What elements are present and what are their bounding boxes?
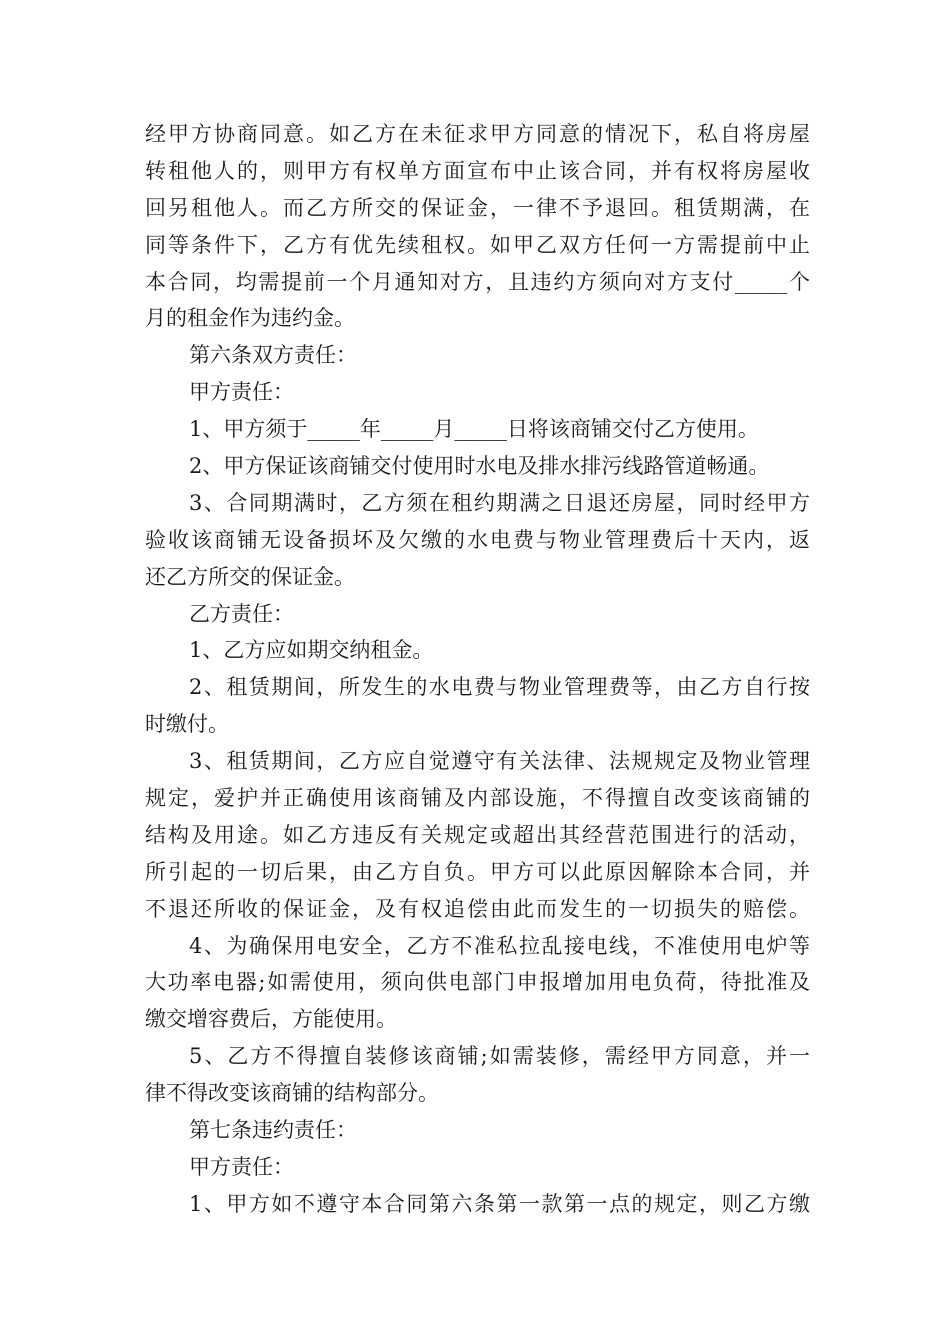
text-line: 所引起的一切后果，由乙方自负。甲方可以此原因解除本合同，并 — [145, 859, 810, 884]
text-line: 甲方责任： — [189, 380, 294, 405]
text-line: 1、甲方须于_____年_____月_____日将该商铺交付乙方使用。 — [189, 417, 759, 442]
text-line: 回另租他人。而乙方所交的保证金，一律不予退回。租赁期满，在 — [145, 195, 810, 220]
text-line: 乙方责任： — [189, 601, 294, 626]
text-line: 本合同，均需提前一个月通知对方，且违约方须向对方支付_____个 — [145, 269, 810, 294]
text-line: 甲方责任： — [189, 1154, 294, 1179]
text-line: 同等条件下，乙方有优先续租权。如甲乙双方任何一方需提前中止 — [145, 232, 810, 257]
text-line: 4、为确保用电安全，乙方不准私拉乱接电线，不准使用电炉等 — [189, 933, 810, 958]
text-line: 规定，爱护并正确使用该商铺及内部设施，不得擅自改变该商铺的 — [145, 786, 810, 811]
text-line: 1、甲方如不遵守本合同第六条第一款第一点的规定，则乙方缴 — [189, 1191, 810, 1216]
text-line: 律不得改变该商铺的结构部分。 — [145, 1081, 439, 1106]
text-line: 2、租赁期间，所发生的水电费与物业管理费等，由乙方自行按 — [189, 675, 810, 700]
text-line: 还乙方所交的保证金。 — [145, 564, 355, 589]
text-line: 月的租金作为违约金。 — [145, 306, 355, 331]
text-line: 第七条违约责任： — [189, 1118, 357, 1143]
text-line: 经甲方协商同意。如乙方在未征求甲方同意的情况下，私自将房屋 — [145, 122, 810, 146]
text-line: 3、租赁期间，乙方应自觉遵守有关法律、法规规定及物业管理 — [189, 749, 810, 774]
text-line: 2、甲方保证该商铺交付使用时水电及排水排污线路管道畅通。 — [189, 454, 770, 479]
text-line: 结构及用途。如乙方违反有关规定或超出其经营范围进行的活动， — [145, 822, 810, 847]
text-line: 转租他人的，则甲方有权单方面宣布中止该合同，并有权将房屋收 — [145, 158, 810, 183]
text-line: 第六条双方责任： — [189, 343, 357, 368]
text-line: 不退还所收的保证金，及有权追偿由此而发生的一切损失的赔偿。 — [145, 896, 810, 921]
document-body — [145, 116, 810, 1223]
text-line: 缴交增容费后，方能使用。 — [145, 1007, 397, 1032]
text-line: 3、合同期满时，乙方须在租约期满之日退还房屋，同时经甲方 — [189, 490, 810, 515]
text-line: 5、乙方不得擅自装修该商铺;如需装修，需经甲方同意，并一 — [189, 1044, 810, 1069]
text-line: 时缴付。 — [145, 712, 229, 737]
text-line: 验收该商铺无设备损坏及欠缴的水电费与物业管理费后十天内，返 — [145, 527, 810, 552]
text-line: 大功率电器;如需使用，须向供电部门申报增加用电负荷，待批准及 — [145, 970, 810, 995]
text-line: 1、乙方应如期交纳租金。 — [189, 638, 434, 663]
